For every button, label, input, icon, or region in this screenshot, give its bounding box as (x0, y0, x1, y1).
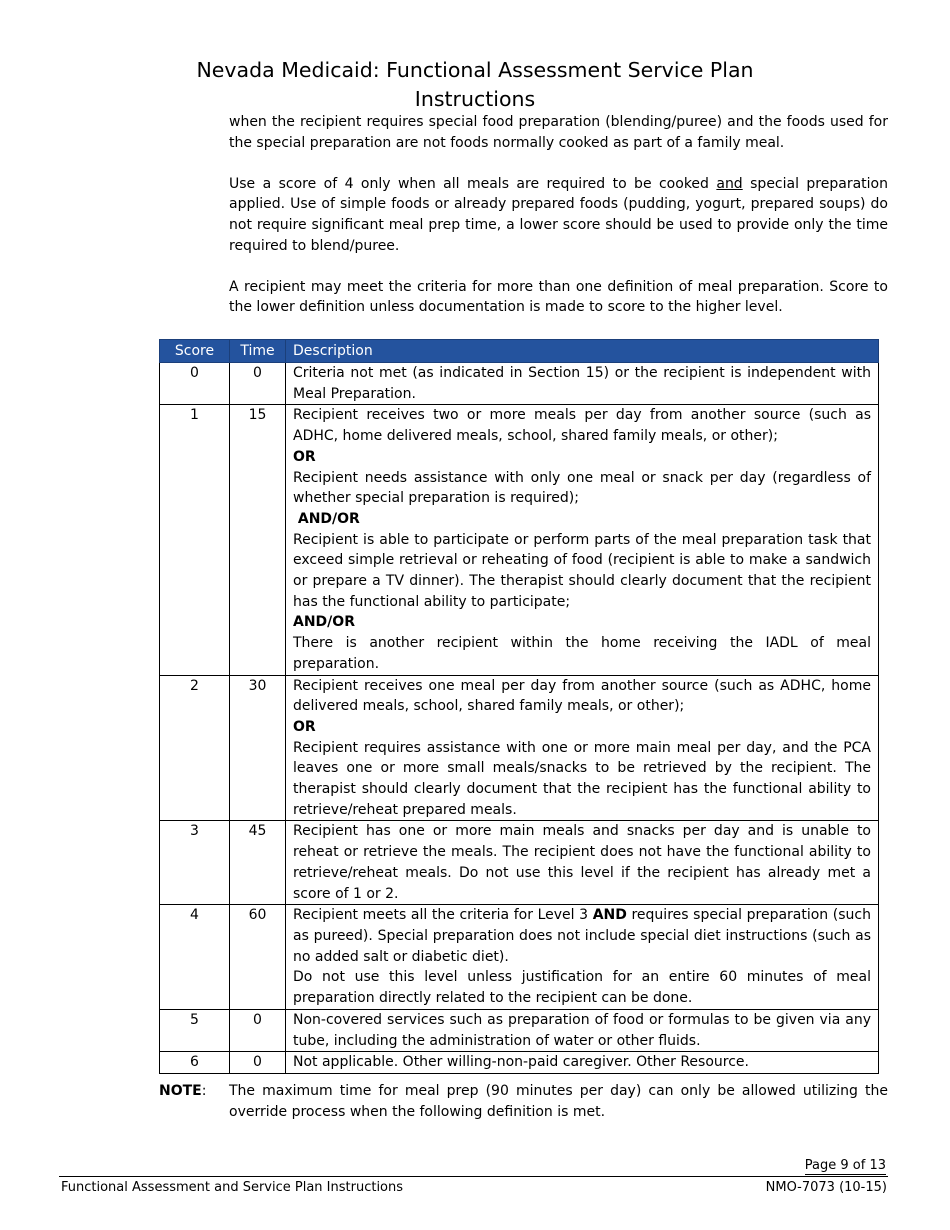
description-line: Recipient needs assistance with only one meal or snack per day (regardless of whether special preparation is required); (293, 469, 871, 507)
intro-paragraphs (229, 112, 888, 339)
row-time: 0 (230, 1009, 286, 1051)
p2-text-before: Use a score of 4 only when all meals are required to be cooked (229, 175, 717, 192)
row-description (286, 1009, 879, 1051)
row-score: 3 (160, 821, 230, 905)
p2-text-after: special preparation applied. Use of simple foods or already prepared foods (pudding, yogurt, prepared soups) do not require significant meal prep time, a lower score should be used to provide only the time required to blend/puree. (229, 175, 888, 254)
row-score: 1 (160, 405, 230, 675)
row-description (286, 405, 879, 675)
note-label (159, 1081, 206, 1102)
row-time: 30 (230, 675, 286, 821)
footer-document-name: Functional Assessment and Service Plan Instructions (61, 1180, 404, 1195)
description-line: Criteria not met (as indicated in Section 15) or the recipient is independent with Meal Preparation. (293, 365, 871, 402)
description-line: Recipient receives two or more meals per day from another source (such as ADHC, home delivered meals, school, shared family meals, or other); (293, 407, 871, 445)
table-row (160, 675, 879, 821)
description-line: Recipient is able to participate or perform parts of the meal preparation task that exceed simple retrieval or reheating of food (recipient is able to make a sandwich or prepare a TV dinner). The therapist should clearly document that the recipient has the functional ability to participate; (293, 531, 871, 610)
row-score: 4 (160, 905, 230, 1010)
description-line: Non-covered services such as preparation of food or formulas to be given via any tube, including the administration of water or other fluids. (293, 1011, 871, 1049)
description-line: Recipient has one or more main meals and snacks per day and is unable to reheat or retrieve the meals. The recipient does not have the functional ability to retrieve/reheat meals. Do not use this level if the recipient has already met a score of 1 or 2. (293, 823, 871, 902)
note-text: The maximum time for meal prep (90 minutes per day) can only be allowed utilizing the override process when the following definition is met. (229, 1083, 888, 1120)
row-description (286, 675, 879, 821)
table-row (160, 1009, 879, 1051)
description-line: Recipient requires assistance with one or more main meal per day, and the PCA leaves one or more small meals/snacks to be retrieved by the recipient. The therapist should clearly document that the recipient has the functional ability to retrieve/reheat prepared meals. (293, 739, 871, 818)
intro-paragraph-1: when the recipient requires special food preparation (blending/puree) and the foods used for the special preparation are not foods normally cooked as part of a family meal. (229, 114, 888, 151)
p2-underlined-and: and (716, 175, 743, 192)
header-time: Time (230, 340, 286, 363)
row-score: 6 (160, 1052, 230, 1074)
row-score: 2 (160, 675, 230, 821)
line-text-before: Recipient meets all the criteria for Level 3 (293, 907, 593, 924)
row-score: 0 (160, 363, 230, 405)
row-time: 15 (230, 405, 286, 675)
row-description (286, 363, 879, 405)
row-score: 5 (160, 1009, 230, 1051)
row-time: 45 (230, 821, 286, 905)
header-score: Score (160, 340, 230, 363)
note-colon: : (201, 1083, 207, 1099)
row-description (286, 821, 879, 905)
table-row (160, 821, 879, 905)
row-description (286, 1052, 879, 1074)
row-time: 0 (230, 363, 286, 405)
title-line-2: Instructions (414, 87, 536, 111)
page-number: Page 9 of 13 (804, 1158, 886, 1173)
description-connector: OR (293, 448, 316, 465)
description-line: Do not use this level unless justification for an entire 60 minutes of meal preparation directly related to the recipient can be done. (293, 969, 871, 1007)
footer-divider (59, 1176, 888, 1177)
line-bold-and: AND (592, 907, 627, 924)
description-line: Not applicable. Other willing-non-paid caregiver. Other Resource. (293, 1054, 749, 1071)
description-connector: AND/OR (293, 614, 355, 631)
description-line: There is another recipient within the home receiving the IADL of meal preparation. (293, 635, 871, 672)
description-connector: AND/OR (293, 510, 360, 527)
row-time: 60 (230, 905, 286, 1010)
footer-form-number: NMO-7073 (10-15) (765, 1180, 887, 1195)
description-line (293, 905, 871, 967)
table-row (160, 405, 879, 675)
row-time: 0 (230, 1052, 286, 1074)
title-line-1: Nevada Medicaid: Functional Assessment Service Plan (196, 58, 754, 82)
table-row (160, 363, 879, 405)
intro-paragraph-2 (229, 174, 888, 256)
description-connector: OR (293, 718, 316, 735)
line-text-after: requires special preparation (such as pureed). Special preparation does not include special diet instructions (such as no added salt or diabetic diet). (293, 907, 871, 965)
table-row (160, 1052, 879, 1074)
document-title (0, 56, 950, 114)
table-row (160, 905, 879, 1010)
note-label-text: NOTE (159, 1083, 202, 1099)
meal-preparation-score-table (159, 339, 879, 1074)
description-line: Recipient receives one meal per day from another source (such as ADHC, home delivered meals, school, shared family meals, or other); (293, 677, 871, 715)
table-header-row (160, 340, 879, 363)
row-description (286, 905, 879, 1010)
intro-paragraph-3: A recipient may meet the criteria for more than one definition of meal preparation. Score to the lower definition unless documentation is made to score to the higher level. (229, 278, 888, 316)
header-description: Description (286, 340, 879, 363)
